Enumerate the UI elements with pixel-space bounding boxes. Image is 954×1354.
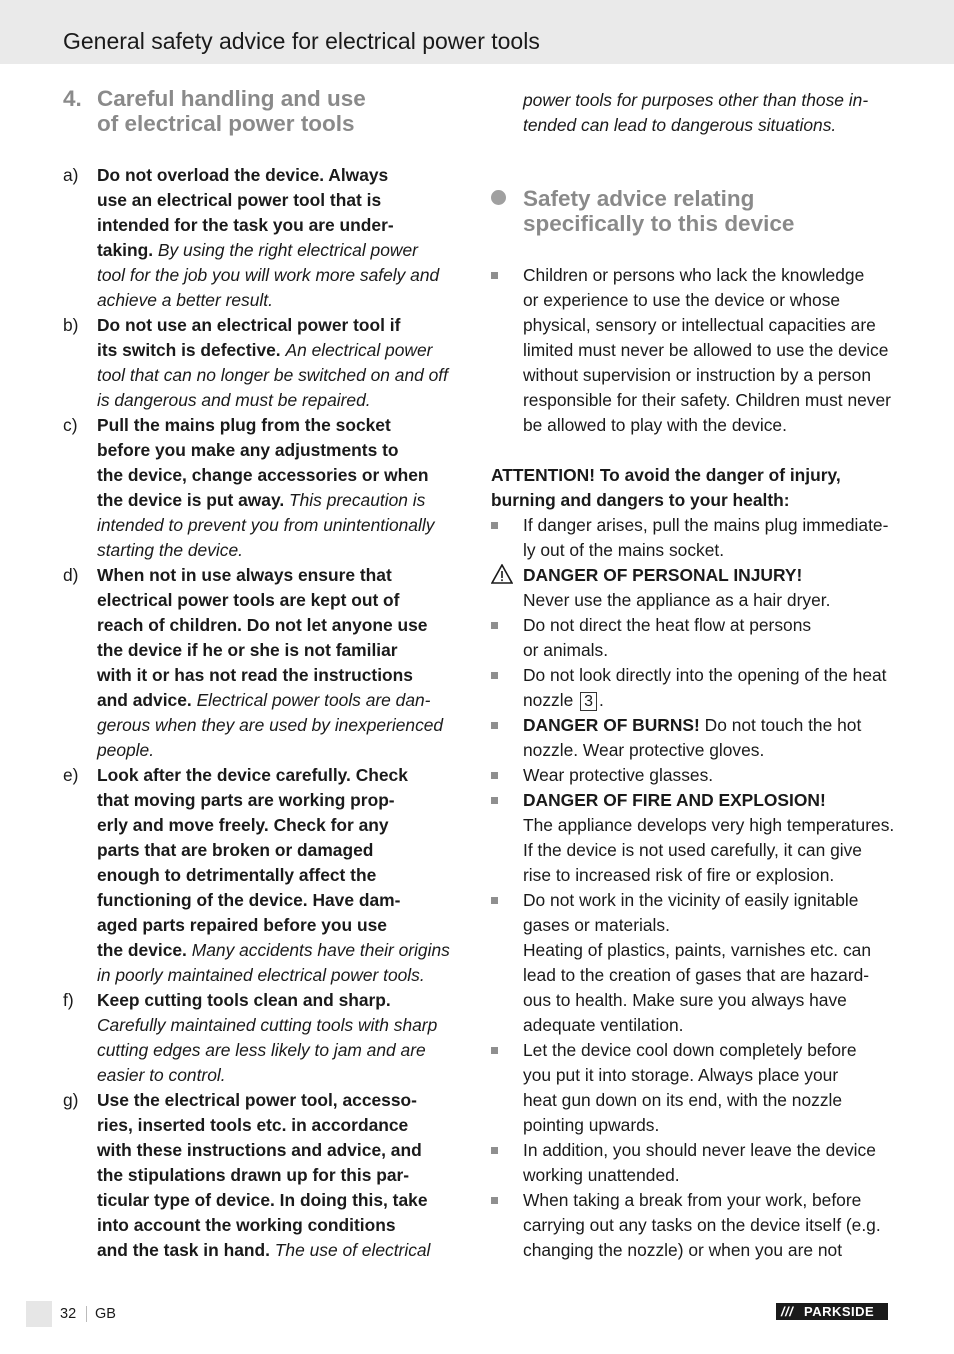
item-label: d) bbox=[63, 565, 79, 585]
bold-text: taking. bbox=[97, 240, 158, 260]
bold-text: its switch is defective. bbox=[97, 340, 286, 360]
device-safety-heading bbox=[523, 186, 794, 236]
text-line: Do not look directly into the opening of the heat bbox=[523, 665, 887, 685]
bullet bbox=[491, 797, 498, 804]
italic-text: people. bbox=[97, 740, 155, 760]
bold-text: Pull the mains plug from the socket bbox=[97, 415, 391, 435]
personal-injury-title: DANGER OF PERSONAL INJURY! bbox=[523, 565, 803, 585]
text-line: Never use the appliance as a hair dryer. bbox=[523, 590, 831, 610]
text-line: pointing upwards. bbox=[523, 1115, 660, 1135]
bold-text: When not in use always ensure that bbox=[97, 565, 392, 585]
attention-line: burning and dangers to your health: bbox=[491, 490, 790, 510]
item-label: c) bbox=[63, 415, 78, 435]
bold-text: Keep cutting tools clean and sharp. bbox=[97, 990, 391, 1010]
italic-text: This precaution is bbox=[289, 490, 426, 510]
footer-marker bbox=[26, 1301, 52, 1327]
bold-text: the stipulations drawn up for this par- bbox=[97, 1165, 410, 1185]
bold-text: parts that are broken or damaged bbox=[97, 840, 374, 860]
bullet bbox=[491, 1147, 498, 1154]
danger-plug-item bbox=[523, 513, 895, 563]
text-line: without supervision or instruction by a person bbox=[523, 365, 871, 385]
bold-text: functioning of the device. Have dam- bbox=[97, 890, 401, 910]
burns-title: DANGER OF BURNS! bbox=[523, 715, 700, 735]
italic-text: Electrical power tools are dan- bbox=[196, 690, 431, 710]
italic-text: tool that can no longer be switched on and off bbox=[97, 365, 448, 385]
language-code: GB bbox=[95, 1306, 116, 1322]
item-label: b) bbox=[63, 315, 79, 335]
text-line: Do not work in the vicinity of easily ignitable bbox=[523, 890, 859, 910]
bold-text: the device if he or she is not familiar bbox=[97, 640, 398, 660]
text-line: responsible for their safety. Children must never bbox=[523, 390, 891, 410]
italic-text: cutting edges are less likely to jam and are bbox=[97, 1040, 426, 1060]
bullet bbox=[491, 772, 498, 779]
heat-flow-item bbox=[523, 613, 895, 663]
italic-text: starting the device. bbox=[97, 540, 243, 560]
text-line: Heating of plastics, paints, varnishes etc. can bbox=[523, 940, 871, 960]
cool-down-item bbox=[523, 1038, 895, 1138]
text-line: nozzle bbox=[523, 690, 574, 710]
text-line: The appliance develops very high temperatures. bbox=[523, 815, 895, 835]
text-line: physical, sensory or intellectual capacities are bbox=[523, 315, 876, 335]
text-line: Let the device cool down completely before bbox=[523, 1040, 857, 1060]
bold-text: Use the electrical power tool, accesso- bbox=[97, 1090, 417, 1110]
text-line: ly out of the mains socket. bbox=[523, 540, 725, 560]
device-safety-title-line-1: Safety advice relating bbox=[523, 186, 755, 211]
fire-title: DANGER OF FIRE AND EXPLOSION! bbox=[523, 790, 826, 810]
bold-text: use an electrical power tool that is bbox=[97, 190, 382, 210]
parkside-logo bbox=[776, 1303, 888, 1320]
item-label: g) bbox=[63, 1090, 79, 1110]
bullet bbox=[491, 1197, 498, 1204]
bold-text: ries, inserted tools etc. in accordance bbox=[97, 1115, 409, 1135]
continuation-text bbox=[523, 88, 895, 138]
continuation-line: power tools for purposes other than those in- bbox=[523, 90, 869, 110]
fire-item bbox=[523, 788, 895, 888]
italic-text: is dangerous and must be repaired. bbox=[97, 390, 371, 410]
text-line: If danger arises, pull the mains plug immediate- bbox=[523, 515, 889, 535]
text-line: adequate ventilation. bbox=[523, 1015, 684, 1035]
text-line: working unattended. bbox=[523, 1165, 680, 1185]
bullet bbox=[491, 672, 498, 679]
text-line: carrying out any tasks on the device itself (e.g. bbox=[523, 1215, 881, 1235]
italic-text: An electrical power bbox=[285, 340, 433, 360]
italic-text: The use of electrical bbox=[274, 1240, 431, 1260]
section-bullet-dot bbox=[491, 190, 506, 205]
bold-text: reach of children. Do not let anyone use bbox=[97, 615, 428, 635]
section-title-line-2: of electrical power tools bbox=[97, 111, 355, 136]
bold-text: that moving parts are working prop- bbox=[97, 790, 395, 810]
text-line: . bbox=[599, 690, 604, 710]
text-line: nozzle. Wear protective gloves. bbox=[523, 740, 765, 760]
bold-text: electrical power tools are kept out of bbox=[97, 590, 400, 610]
item-text bbox=[97, 1088, 469, 1263]
attention-line: ATTENTION! To avoid the danger of injury, bbox=[491, 465, 841, 485]
bold-text: and the task in hand. bbox=[97, 1240, 275, 1260]
text-line: In addition, you should never leave the device bbox=[523, 1140, 876, 1160]
break-item bbox=[523, 1188, 895, 1263]
footer-divider bbox=[86, 1306, 87, 1322]
bold-text: and advice. bbox=[97, 690, 197, 710]
bold-text: with it or has not read the instructions bbox=[97, 665, 413, 685]
text-line: Do not direct the heat flow at persons bbox=[523, 615, 812, 635]
item-text bbox=[97, 413, 469, 563]
burns-item bbox=[523, 713, 895, 763]
text-line: gases or materials. bbox=[523, 915, 670, 935]
bold-text: with these instructions and advice, and bbox=[97, 1140, 422, 1160]
italic-text: intended to prevent you from unintentionally bbox=[97, 515, 435, 535]
bold-text: the device, change accessories or when bbox=[97, 465, 429, 485]
page-title: General safety advice for electrical power tools bbox=[63, 28, 540, 54]
ignitable-item bbox=[523, 888, 895, 1038]
personal-injury-item bbox=[523, 563, 895, 613]
item-text bbox=[97, 163, 469, 313]
item-text bbox=[97, 763, 469, 988]
text-line: changing the nozzle) or when you are not bbox=[523, 1240, 843, 1260]
bold-text: enough to detrimentally affect the bbox=[97, 865, 377, 885]
text-line: When taking a break from your work, before bbox=[523, 1190, 862, 1210]
bold-text: before you make any adjustments to bbox=[97, 440, 399, 460]
item-label: a) bbox=[63, 165, 79, 185]
glasses-item bbox=[523, 763, 895, 788]
warning-triangle-icon bbox=[491, 564, 513, 584]
italic-text: By using the right electrical power bbox=[157, 240, 418, 260]
logo-stripes: /// bbox=[781, 1304, 794, 1319]
italic-text: gerous when they are used by inexperienced bbox=[97, 715, 444, 735]
bold-text: Do not use an electrical power tool if bbox=[97, 315, 401, 335]
text-line: or animals. bbox=[523, 640, 609, 660]
text-line: heat gun down on its end, with the nozzle bbox=[523, 1090, 843, 1110]
bold-text: into account the working conditions bbox=[97, 1215, 396, 1235]
item-label: f) bbox=[63, 990, 74, 1010]
italic-text: achieve a better result. bbox=[97, 290, 273, 310]
part-reference-box: 3 bbox=[580, 692, 597, 711]
bullet bbox=[491, 897, 498, 904]
text-line: Wear protective glasses. bbox=[523, 765, 714, 785]
look-opening-item bbox=[523, 663, 895, 713]
italic-text: tool for the job you will work more safely and bbox=[97, 265, 440, 285]
bullet bbox=[491, 1047, 498, 1054]
text-line: you put it into storage. Always place your bbox=[523, 1065, 839, 1085]
device-safety-title-line-2: specifically to this device bbox=[523, 211, 795, 236]
text-line: limited must never be allowed to use the device bbox=[523, 340, 889, 360]
item-label: e) bbox=[63, 765, 79, 785]
section-title-line-1: Careful handling and use bbox=[97, 86, 366, 111]
item-text bbox=[97, 313, 469, 413]
bold-text: Do not overload the device. Always bbox=[97, 165, 389, 185]
bold-text: aged parts repaired before you use bbox=[97, 915, 387, 935]
bullet bbox=[491, 522, 498, 529]
unattended-item bbox=[523, 1138, 895, 1188]
text-line: ous to health. Make sure you always have bbox=[523, 990, 847, 1010]
item-text bbox=[97, 563, 469, 763]
italic-text: Carefully maintained cutting tools with sharp bbox=[97, 1015, 438, 1035]
children-paragraph bbox=[523, 263, 895, 438]
continuation-line: tended can lead to dangerous situations. bbox=[523, 115, 837, 135]
text-line: or experience to use the device or whose bbox=[523, 290, 841, 310]
bold-text: the device. bbox=[97, 940, 192, 960]
bold-text: the device is put away. bbox=[97, 490, 290, 510]
page-number: 32 bbox=[60, 1306, 77, 1322]
italic-text: in poorly maintained electrical power tools. bbox=[97, 965, 425, 985]
text-line: lead to the creation of gases that are hazard- bbox=[523, 965, 870, 985]
text-line: Do not touch the hot bbox=[699, 715, 862, 735]
bullet bbox=[491, 272, 498, 279]
bold-text: erly and move freely. Check for any bbox=[97, 815, 389, 835]
text-line: Children or persons who lack the knowledge bbox=[523, 265, 865, 285]
item-text bbox=[97, 988, 469, 1088]
italic-text: easier to control. bbox=[97, 1065, 226, 1085]
text-line: If the device is not used carefully, it can give bbox=[523, 840, 862, 860]
bullet bbox=[491, 622, 498, 629]
section-number: 4. bbox=[63, 86, 82, 111]
attention-heading bbox=[491, 463, 896, 513]
bullet bbox=[491, 722, 498, 729]
bold-text: Look after the device carefully. Check bbox=[97, 765, 408, 785]
logo-text: PARKSIDE bbox=[804, 1304, 875, 1319]
bold-text: intended for the task you are under- bbox=[97, 215, 394, 235]
italic-text: Many accidents have their origins bbox=[191, 940, 450, 960]
text-line: rise to increased risk of fire or explosion. bbox=[523, 865, 835, 885]
bold-text: ticular type of device. In doing this, take bbox=[97, 1190, 428, 1210]
text-line: be allowed to play with the device. bbox=[523, 415, 787, 435]
